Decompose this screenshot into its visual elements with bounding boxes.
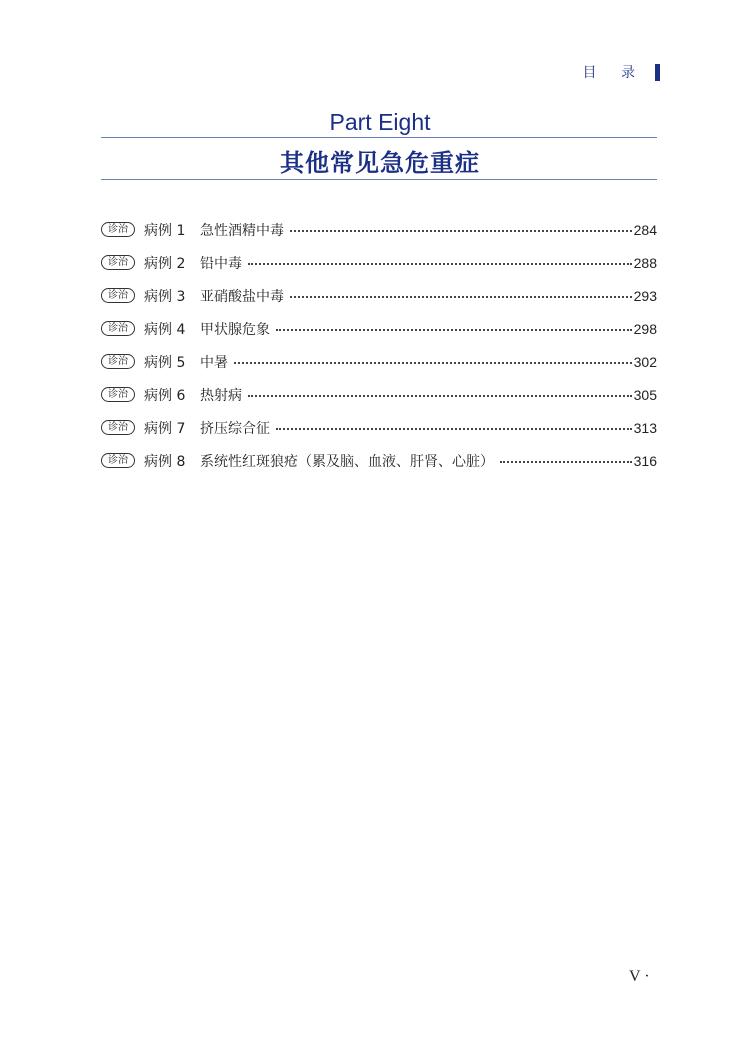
running-header-bar — [655, 64, 660, 81]
toc-entry[interactable] — [101, 279, 657, 312]
diagnosis-badge: 诊治 — [101, 387, 135, 402]
dot-leader — [290, 296, 632, 298]
diagnosis-badge: 诊治 — [101, 222, 135, 237]
running-header — [583, 62, 660, 82]
diagnosis-badge: 诊治 — [101, 321, 135, 336]
entry-title: 中暑 — [200, 354, 228, 371]
part-label: Part Eight — [329, 109, 431, 135]
entry-title: 挤压综合征 — [200, 420, 270, 437]
top-divider — [101, 137, 657, 138]
section-title: 其他常见急危重症 — [280, 149, 480, 177]
dot-leader — [500, 461, 632, 463]
page-number: 293 — [633, 287, 657, 304]
case-number: 病例 8 — [144, 453, 186, 470]
toc-entry[interactable] — [101, 312, 657, 345]
running-header-title: 目 录 — [582, 65, 645, 81]
diagnosis-badge: 诊治 — [101, 255, 135, 270]
entry-title: 亚硝酸盐中毒 — [200, 288, 284, 305]
toc-entry[interactable] — [101, 213, 657, 246]
toc-entry[interactable] — [101, 378, 657, 411]
page-number: 313 — [633, 419, 657, 436]
dot-leader — [248, 263, 632, 265]
diagnosis-badge: 诊治 — [101, 288, 135, 303]
dot-leader — [234, 362, 632, 364]
diagnosis-badge: 诊治 — [101, 453, 135, 468]
dot-leader — [248, 395, 632, 397]
diagnosis-badge: 诊治 — [101, 354, 135, 369]
case-number: 病例 1 — [144, 222, 186, 239]
diagnosis-badge: 诊治 — [101, 420, 135, 435]
page-number: 288 — [633, 254, 657, 271]
page-number: 284 — [633, 221, 657, 238]
page-number: 305 — [633, 386, 657, 403]
entry-title: 系统性红斑狼疮（累及脑、血液、肝肾、心脏） — [200, 453, 494, 470]
case-number: 病例 7 — [144, 420, 186, 437]
case-number: 病例 3 — [144, 288, 186, 305]
page-number: 298 — [633, 320, 657, 337]
dot-leader — [276, 428, 632, 430]
dot-leader — [276, 329, 632, 331]
case-number: 病例 5 — [144, 354, 186, 371]
entry-title: 铅中毒 — [200, 255, 242, 272]
page-number: 316 — [633, 452, 657, 469]
table-of-contents — [101, 213, 657, 477]
entry-title: 热射病 — [200, 387, 242, 404]
page-number: 302 — [633, 353, 657, 370]
toc-entry[interactable] — [101, 246, 657, 279]
toc-entry[interactable] — [101, 345, 657, 378]
case-number: 病例 4 — [144, 321, 186, 338]
page-folio: V · — [629, 968, 650, 985]
case-number: 病例 6 — [144, 387, 186, 404]
case-number: 病例 2 — [144, 255, 186, 272]
toc-entry[interactable] — [101, 444, 657, 477]
toc-entry[interactable] — [101, 411, 657, 444]
entry-title: 甲状腺危象 — [200, 321, 270, 338]
dot-leader — [290, 230, 632, 232]
entry-title: 急性酒精中毒 — [200, 222, 284, 239]
bottom-divider — [101, 179, 657, 180]
